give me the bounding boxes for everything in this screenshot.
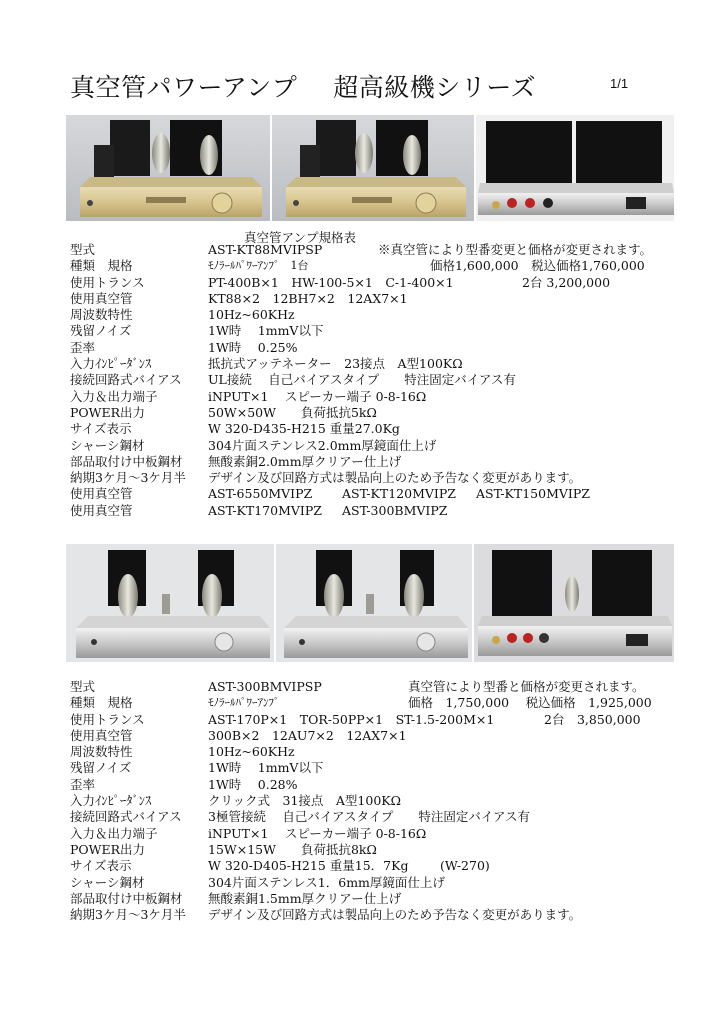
spec-value: 15W×15W 負荷抵抗8kΩ (208, 841, 377, 857)
spec-label: 歪率 (70, 776, 96, 792)
spec-note: ※真空管により型番変更と価格が変更されます。 (378, 242, 653, 257)
spec-label: 納期3ケ月～3ケ月半 (70, 470, 186, 486)
alt-model: AST-KT120MVIPZ (342, 486, 456, 502)
spec-value: AST-170P×1 TOR-50PP×1 ST-1.5-200M×1 (208, 711, 495, 727)
spec-label: サイズ表示 (70, 421, 132, 437)
spec-value: デザイン及び回路方式は製品向上のため予告なく変更があります。 (208, 470, 582, 486)
spec-label: 入力＆出力端子 (70, 388, 158, 404)
spec-label: POWER出力 (70, 404, 146, 420)
spec-label: 接続回路式バイアス (70, 809, 182, 825)
product2-photo-front-2 (276, 544, 472, 662)
spec-value: 300B×2 12AU7×2 12AX7×1 (208, 727, 407, 743)
spec-value: 304片面ステンレス2.0mm厚鏡面仕上げ (208, 437, 437, 453)
product1-photo-front-1 (66, 115, 270, 221)
product1-photo-front-2 (272, 115, 474, 221)
spec-value: 50W×50W 負荷抵抗5kΩ (208, 404, 377, 420)
spec-value: 1W時 0.28% (208, 776, 298, 792)
spec-pair-price: 2台 3,850,000 (544, 711, 641, 727)
spec-value: ﾓﾉﾗｰﾙﾊﾟﾜｰｱﾝﾌﾟ 1台 (208, 259, 309, 273)
spec-value: 抵抗式アッテネーター 23接点 A型100KΩ (208, 356, 463, 372)
spec-price: 価格1,600,000 税込価格1,760,000 (430, 258, 645, 274)
spec-label: シャーシ鋼材 (70, 437, 145, 453)
spec-label: 種類 規格 (70, 695, 133, 711)
spec-value: AST-300BMVIPSP (208, 679, 322, 694)
spec-label: 歪率 (70, 339, 96, 355)
spec-label: 入力ｲﾝﾋﾟｰﾀﾞﾝｽ (70, 793, 152, 809)
spec-label: 入力ｲﾝﾋﾟｰﾀﾞﾝｽ (70, 356, 152, 372)
spec-label: 使用トランス (70, 274, 145, 290)
alt-model: AST-300BMVIPZ (342, 502, 448, 518)
spec-value: 10Hz~60KHz (208, 307, 295, 323)
spec-label: 接続回路式バイアス (70, 372, 182, 388)
spec-value: ﾓﾉﾗｰﾙﾊﾟﾜｰｱﾝﾌﾟ (208, 696, 280, 710)
spec-label: 残留ノイズ (70, 323, 132, 339)
spec-label: POWER出力 (70, 841, 146, 857)
spec-note: (W-270) (440, 858, 490, 874)
title-main: 真空管パワーアンプ (70, 73, 298, 102)
spec-value: AST-KT88MVIPSP (208, 242, 323, 257)
spec-label: 種類 規格 (70, 258, 133, 274)
page-title (70, 68, 536, 104)
spec-label: 使用トランス (70, 711, 145, 727)
spec-value: 1W時 0.25% (208, 339, 298, 355)
spec-value: 3極管接続 自己バイアスタイプ 特注固定バイアス有 (208, 809, 531, 825)
spec-value: クリック式 31接点 A型100KΩ (208, 793, 401, 809)
spec-value: UL接続 自己バイアスタイプ 特注固定バイアス有 (208, 372, 516, 388)
spec-value: 10Hz~60KHz (208, 744, 295, 760)
spec-heading: 真空管アンプ規格表 (244, 230, 357, 245)
spec-label: 周波数特性 (70, 307, 133, 323)
spec-label: 使用真空管 (70, 486, 133, 502)
spec-label: 部品取付け中板鋼材 (70, 890, 183, 906)
spec-value: KT88×2 12BH7×2 12AX7×1 (208, 290, 408, 306)
spec-pair-price: 2台 3,200,000 (522, 274, 611, 290)
spec-value: iNPUT×1 スピーカー端子 0-8-16Ω (208, 825, 427, 841)
spec-label: 周波数特性 (70, 744, 133, 760)
spec-value: W 320-D405-H215 重量15．7Kg (208, 858, 409, 874)
spec-label: 型式 (70, 242, 96, 257)
page-number: 1/1 (610, 76, 629, 91)
spec-value: 無酸素銅2.0mm厚クリアー仕上げ (208, 453, 402, 469)
spec-label: 残留ノイズ (70, 760, 132, 776)
spec-value: PT-400B×1 HW-100-5×1 C-1-400×1 (208, 274, 454, 290)
alt-model: AST-KT170MVIPZ (208, 502, 322, 518)
product2-photo-front-1 (66, 544, 274, 662)
spec-label: 使用真空管 (70, 502, 133, 518)
spec-value: 無酸素銅1.5mm厚クリアー仕上げ (208, 890, 402, 906)
spec-label: サイズ表示 (70, 858, 132, 874)
spec-label: 使用真空管 (70, 290, 133, 306)
spec-price: 価格 1,750,000 税込価格 1,925,000 (408, 695, 652, 711)
alt-model: AST-6550MVIPZ (208, 486, 313, 502)
spec-value: デザイン及び回路方式は製品向上のため予告なく変更があります。 (208, 907, 582, 923)
spec-label: 部品取付け中板鋼材 (70, 453, 183, 469)
product1-photo-rear (476, 115, 674, 221)
spec-label: 入力＆出力端子 (70, 825, 158, 841)
spec-label: 納期3ケ月～3ケ月半 (70, 907, 186, 923)
title-sub: 超高級機シリーズ (333, 73, 537, 102)
product2-photo-rear (474, 544, 674, 662)
spec-value: 1W時 1mmV以下 (208, 760, 324, 776)
spec-label: シャーシ鋼材 (70, 874, 145, 890)
spec-value: iNPUT×1 スピーカー端子 0-8-16Ω (208, 388, 427, 404)
spec-label: 型式 (70, 679, 96, 694)
spec-label: 使用真空管 (70, 727, 133, 743)
spec-value: W 320-D435-H215 重量27.0Kg (208, 421, 400, 437)
spec-note: 真空管により型番と価格が変更されます。 (408, 679, 645, 694)
spec-value: 1W時 1mmV以下 (208, 323, 324, 339)
alt-model: AST-KT150MVIPZ (476, 486, 590, 502)
spec-value: 304片面ステンレス1．6mm厚鏡面仕上げ (208, 874, 445, 890)
